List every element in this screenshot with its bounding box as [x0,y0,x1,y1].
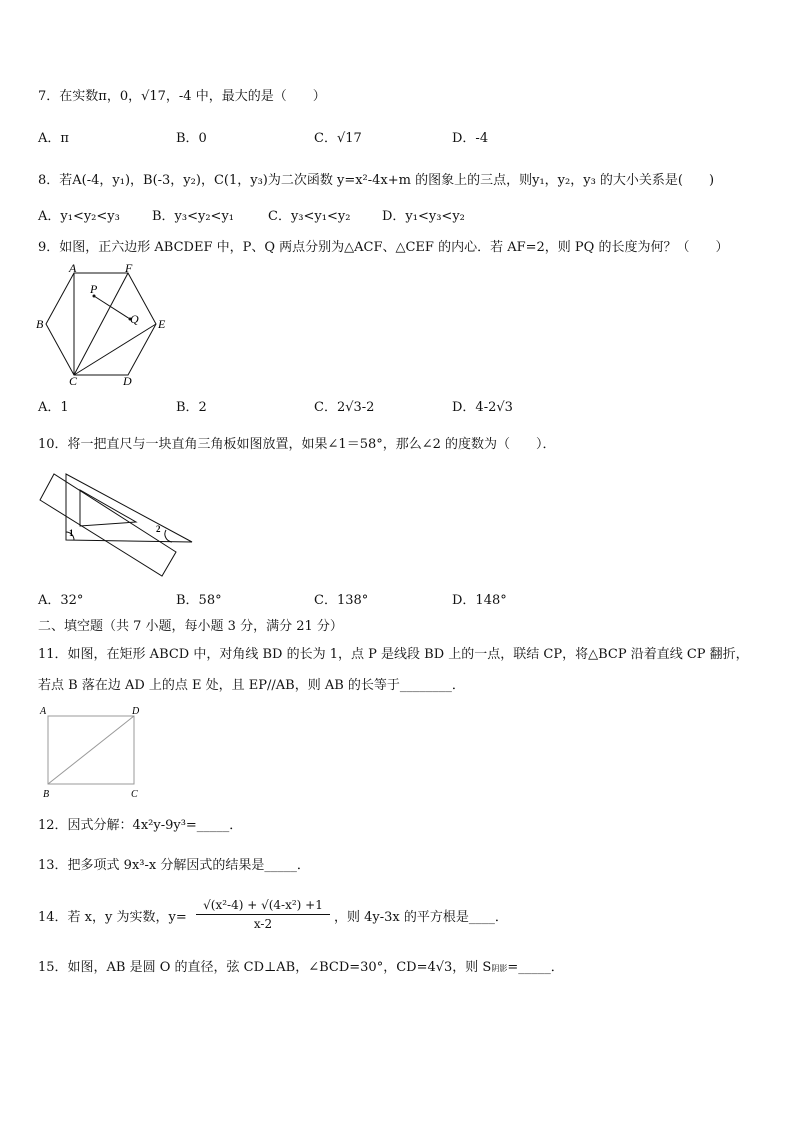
label-c: C [69,374,78,387]
q8-option-a: A．y₁<y₂<y₃ [38,209,120,224]
q7-option-c: C．√17 [314,131,362,146]
q9-option-d: D．4-2√3 [452,400,513,415]
q12-stem: 12．因式分解：4x²y-9y³=_____． [38,818,243,833]
hexagon-figure [34,262,174,387]
section-heading: 二、填空题（共 7 小题，每小题 3 分，满分 21 分） [38,619,343,634]
label-b: B [36,317,44,331]
q8-option-c: C．y₃<y₁<y₂ [268,209,351,224]
rect-label-a: A [40,706,47,717]
q10-option-c: C．138° [314,593,369,608]
q10-option-b: B．58° [176,593,222,608]
q14-fraction [196,896,330,933]
rect-label-b: B [43,789,50,800]
label-d: D [123,374,132,387]
q14-denominator: x-2 [253,917,273,931]
q11-line-1: 11．如图，在矩形 ABCD 中，对角线 BD 的长为 1，点 P 是线段 BD 上的一点，联结 CP，将△BCP 沿着直线 CP 翻折， [38,647,749,662]
rect-label-d: D [132,706,140,717]
q8-stem: 8．若A(-4，y₁)，B(-3，y₂)，C(1，y₃)为二次函数 y=x²-4x+m 的图象上的三点，则y₁，y₂，y₃ 的大小关系是( ) [38,173,715,188]
rect-label-c: C [131,789,138,800]
q10-option-d: D．148° [452,593,507,608]
ruler-triangle-figure [36,470,196,580]
label-f: F [125,262,133,275]
q11-line-2: 若点 B 落在边 AD 上的点 E 处，且 EP//AB，则 AB 的长等于________． [38,678,465,693]
q14-pre: 14．若 x，y 为实数，y= [38,910,187,925]
angle-2-label: 2 [156,524,161,534]
q15-tail: =_____． [507,960,564,975]
q10-stem: 10．将一把直尺与一块直角三角板如图放置，如果∠1＝58°，那么∠2 的度数为（ ）． [38,437,556,452]
q7-stem: 7．在实数π，0，√17，-4 中，最大的是（ ） [38,89,326,104]
q7-option-d: D．-4 [452,131,489,146]
q8-option-d: D．y₁<y₃<y₂ [382,209,465,224]
q9-option-c: C．2√3-2 [314,400,375,415]
label-a: A [69,262,77,275]
q15-text: 15．如图，AB 是圆 O 的直径，弦 CD⊥AB，∠BCD=30°，CD=4√3，则 S [38,960,492,975]
q10-option-a: A．32° [38,593,84,608]
q9-option-b: B．2 [176,400,207,415]
q15-subscript: 阴影 [491,964,508,973]
label-q: Q [130,312,139,326]
q8-option-b: B．y₃<y₂<y₁ [152,209,235,224]
label-e: E [158,317,166,331]
q9-stem: 9．如图，正六边形 ABCDEF 中，P、Q 两点分别为△ACF、△CEF 的内心．若 AF=2，则 PQ 的长度为何？（ ） [38,240,729,255]
q7-option-a: A．π [38,131,69,146]
q9-option-a: A．1 [38,400,69,415]
q14-numerator: √(x²-4) + √(4-x²) +1 [196,896,330,915]
q13-stem: 13．把多项式 9x³-x 分解因式的结果是_____． [38,858,310,873]
label-p: P [90,282,98,296]
q7-option-b: B．0 [176,131,207,146]
q14-post: ，则 4y-3x 的平方根是____． [334,910,508,925]
angle-1-label: 1 [69,528,74,538]
rectangle-figure [36,704,148,800]
q15-stem [38,960,564,977]
